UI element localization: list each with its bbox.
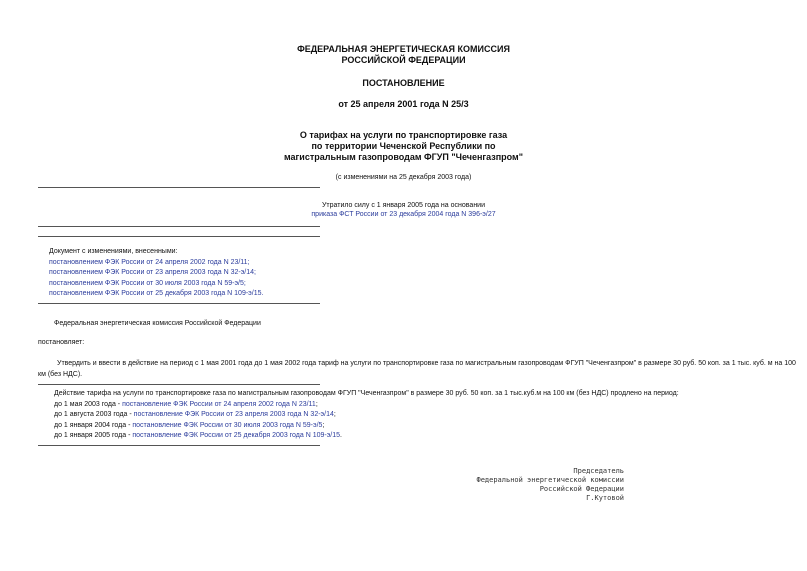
divider xyxy=(38,236,320,237)
amendments-intro: Документ с изменениями, внесенными: xyxy=(49,248,178,255)
extension-suffix: ; xyxy=(333,411,336,418)
divider xyxy=(38,226,320,227)
amendment-link-3[interactable]: постановлением ФЭК России от 30 июля 2003 года N 59-э/5; xyxy=(49,280,246,287)
doc-type: ПОСТАНОВЛЕНИЕ xyxy=(362,78,445,88)
org-name-line2: РОССИЙСКОЙ ФЕДЕРАЦИИ xyxy=(341,55,466,65)
extension-prefix: до 1 августа 2003 года - xyxy=(54,411,134,418)
doc-title-line3: магистральным газопроводам ФГУП "Чеченгазпром" xyxy=(284,152,523,162)
signature-name: Г.Кутовой xyxy=(586,494,624,502)
void-notice-text: Утратило силу с 1 января 2005 года на основании xyxy=(321,202,486,209)
divider xyxy=(38,384,320,385)
amendment-note: (с изменениями на 25 декабря 2003 года) xyxy=(335,174,472,181)
doc-date: от 25 апреля 2001 года N 25/3 xyxy=(338,99,469,109)
divider xyxy=(38,187,320,188)
amendment-link-2[interactable]: постановлением ФЭК России от 23 апреля 2003 года N 32-э/14; xyxy=(49,269,256,276)
extension-link[interactable]: постановление ФЭК России от 25 декабря 2003 года N 109-э/15 xyxy=(132,432,341,439)
void-order-link[interactable]: приказа ФСТ России от 23 декабря 2004 года N 396-э/27 xyxy=(311,211,496,218)
extension-item xyxy=(54,431,342,440)
resolves-text: постановляет: xyxy=(38,339,85,346)
signature-title: Председатель xyxy=(573,467,624,475)
extension-prefix: до 1 января 2005 года - xyxy=(54,432,133,439)
extension-link[interactable]: постановление ФЭК России от 23 апреля 2003 года N 32-э/14 xyxy=(133,411,334,418)
extension-item xyxy=(54,400,318,409)
extension-prefix: до 1 мая 2003 года - xyxy=(54,401,123,408)
amendment-link-1[interactable]: постановлением ФЭК России от 24 апреля 2002 года N 23/11; xyxy=(49,259,250,266)
amendment-link-4[interactable]: постановлением ФЭК России от 25 декабря 2003 года N 109-э/15. xyxy=(49,290,264,297)
doc-title-line1: О тарифах на услуги по транспортировке газа xyxy=(299,130,508,140)
org-name-line1: ФЕДЕРАЛЬНАЯ ЭНЕРГЕТИЧЕСКАЯ КОМИССИЯ xyxy=(297,44,510,54)
extension-link[interactable]: постановление ФЭК России от 30 июля 2003 года N 59-э/5 xyxy=(132,422,323,429)
extension-suffix: ; xyxy=(315,401,318,408)
extension-link[interactable]: постановление ФЭК России от 24 апреля 2002 года N 23/11 xyxy=(122,401,316,408)
extension-suffix: . xyxy=(340,432,342,439)
main-resolution-paragraph: Утвердить и ввести в действие на период с 1 мая 2001 года до 1 мая 2002 года тариф на услуги по транспортировке газа по магистральным газопроводам ФГУП "Чеченгазпром" в размере 30 руб. 50 коп. за 1 тыс. куб. м на 100 км (без НДС). xyxy=(38,360,796,378)
divider xyxy=(38,303,320,304)
commission-name: Федеральная энергетическая комиссия Российской Федерации xyxy=(54,320,261,327)
extension-prefix: до 1 января 2004 года - xyxy=(54,422,133,429)
signature-country: Российской Федерации xyxy=(539,485,624,493)
extension-suffix: ; xyxy=(322,422,325,429)
extension-item xyxy=(54,421,324,430)
extension-item xyxy=(54,410,336,419)
signature-org: Федеральной энергетической комиссии xyxy=(476,476,624,484)
extension-intro: Действие тарифа на услуги по транспортировке газа по магистральным газопроводам ФГУП "Чеченгазпром" в размере 30 руб. 50 коп. за 1 тыс.куб.м на 100 км (без НДС) продлено на период: xyxy=(54,390,679,397)
doc-title-line2: по территории Чеченской Республики по xyxy=(311,141,496,151)
divider xyxy=(38,445,320,446)
void-notice-row xyxy=(0,210,807,219)
